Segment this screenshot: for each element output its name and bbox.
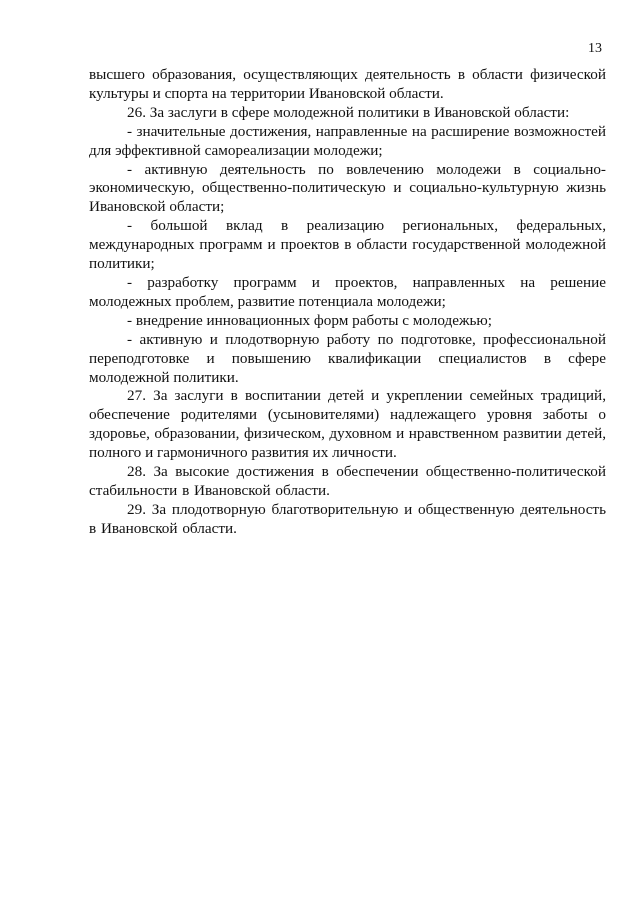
paragraph-bullet-training: - активную и плодотворную работу по подготовке, профессиональной переподготовке и повышению квалификации специалистов в сфере молодежной политики. (89, 330, 606, 386)
paragraph-item-28: 28. За высокие достижения в обеспечении общественно-политической стабильности в Ивановской области. (89, 463, 606, 499)
page-number: 13 (588, 41, 602, 56)
paragraph-item-26: 26. За заслуги в сфере молодежной политики в Ивановской области: (127, 103, 570, 121)
paragraph-continuation: высшего образования, осуществляющих деятельность в области физической культуры и спорта на территории Ивановской области. (89, 66, 606, 102)
paragraph-bullet-development: - разработку программ и проектов, направленных на решение молодежных проблем, развитие потенциала молодежи; (89, 273, 606, 310)
paragraph-bullet-innovation: - внедрение инновационных форм работы с молодежью; (127, 311, 492, 329)
paragraph-item-27: 27. За заслуги в воспитании детей и укреплении семейных традиций, обеспечение родителями (усыновителями) надлежащего уровня заботы о здоровье, образовании, физическом, духовном и нравственном развитии детей, полного и гармоничного развития их личности. (89, 387, 606, 462)
paragraph-bullet-contribution: - большой вклад в реализацию региональных, федеральных, международных программ и проектов в области государственной молодежной политики; (89, 217, 606, 273)
paragraph-bullet-activity: - активную деятельность по вовлечению молодежи в социально-экономическую, общественно-политическую и социально-культурную жизнь Ивановской области; (89, 160, 606, 216)
paragraph-item-29: 29. За плодотворную благотворительную и общественную деятельность в Ивановской области. (89, 500, 606, 537)
paragraph-bullet-achievements: - значительные достижения, направленные на расширение возможностей для эффективной самореализации молодежи; (89, 122, 606, 159)
document-body (89, 66, 606, 539)
